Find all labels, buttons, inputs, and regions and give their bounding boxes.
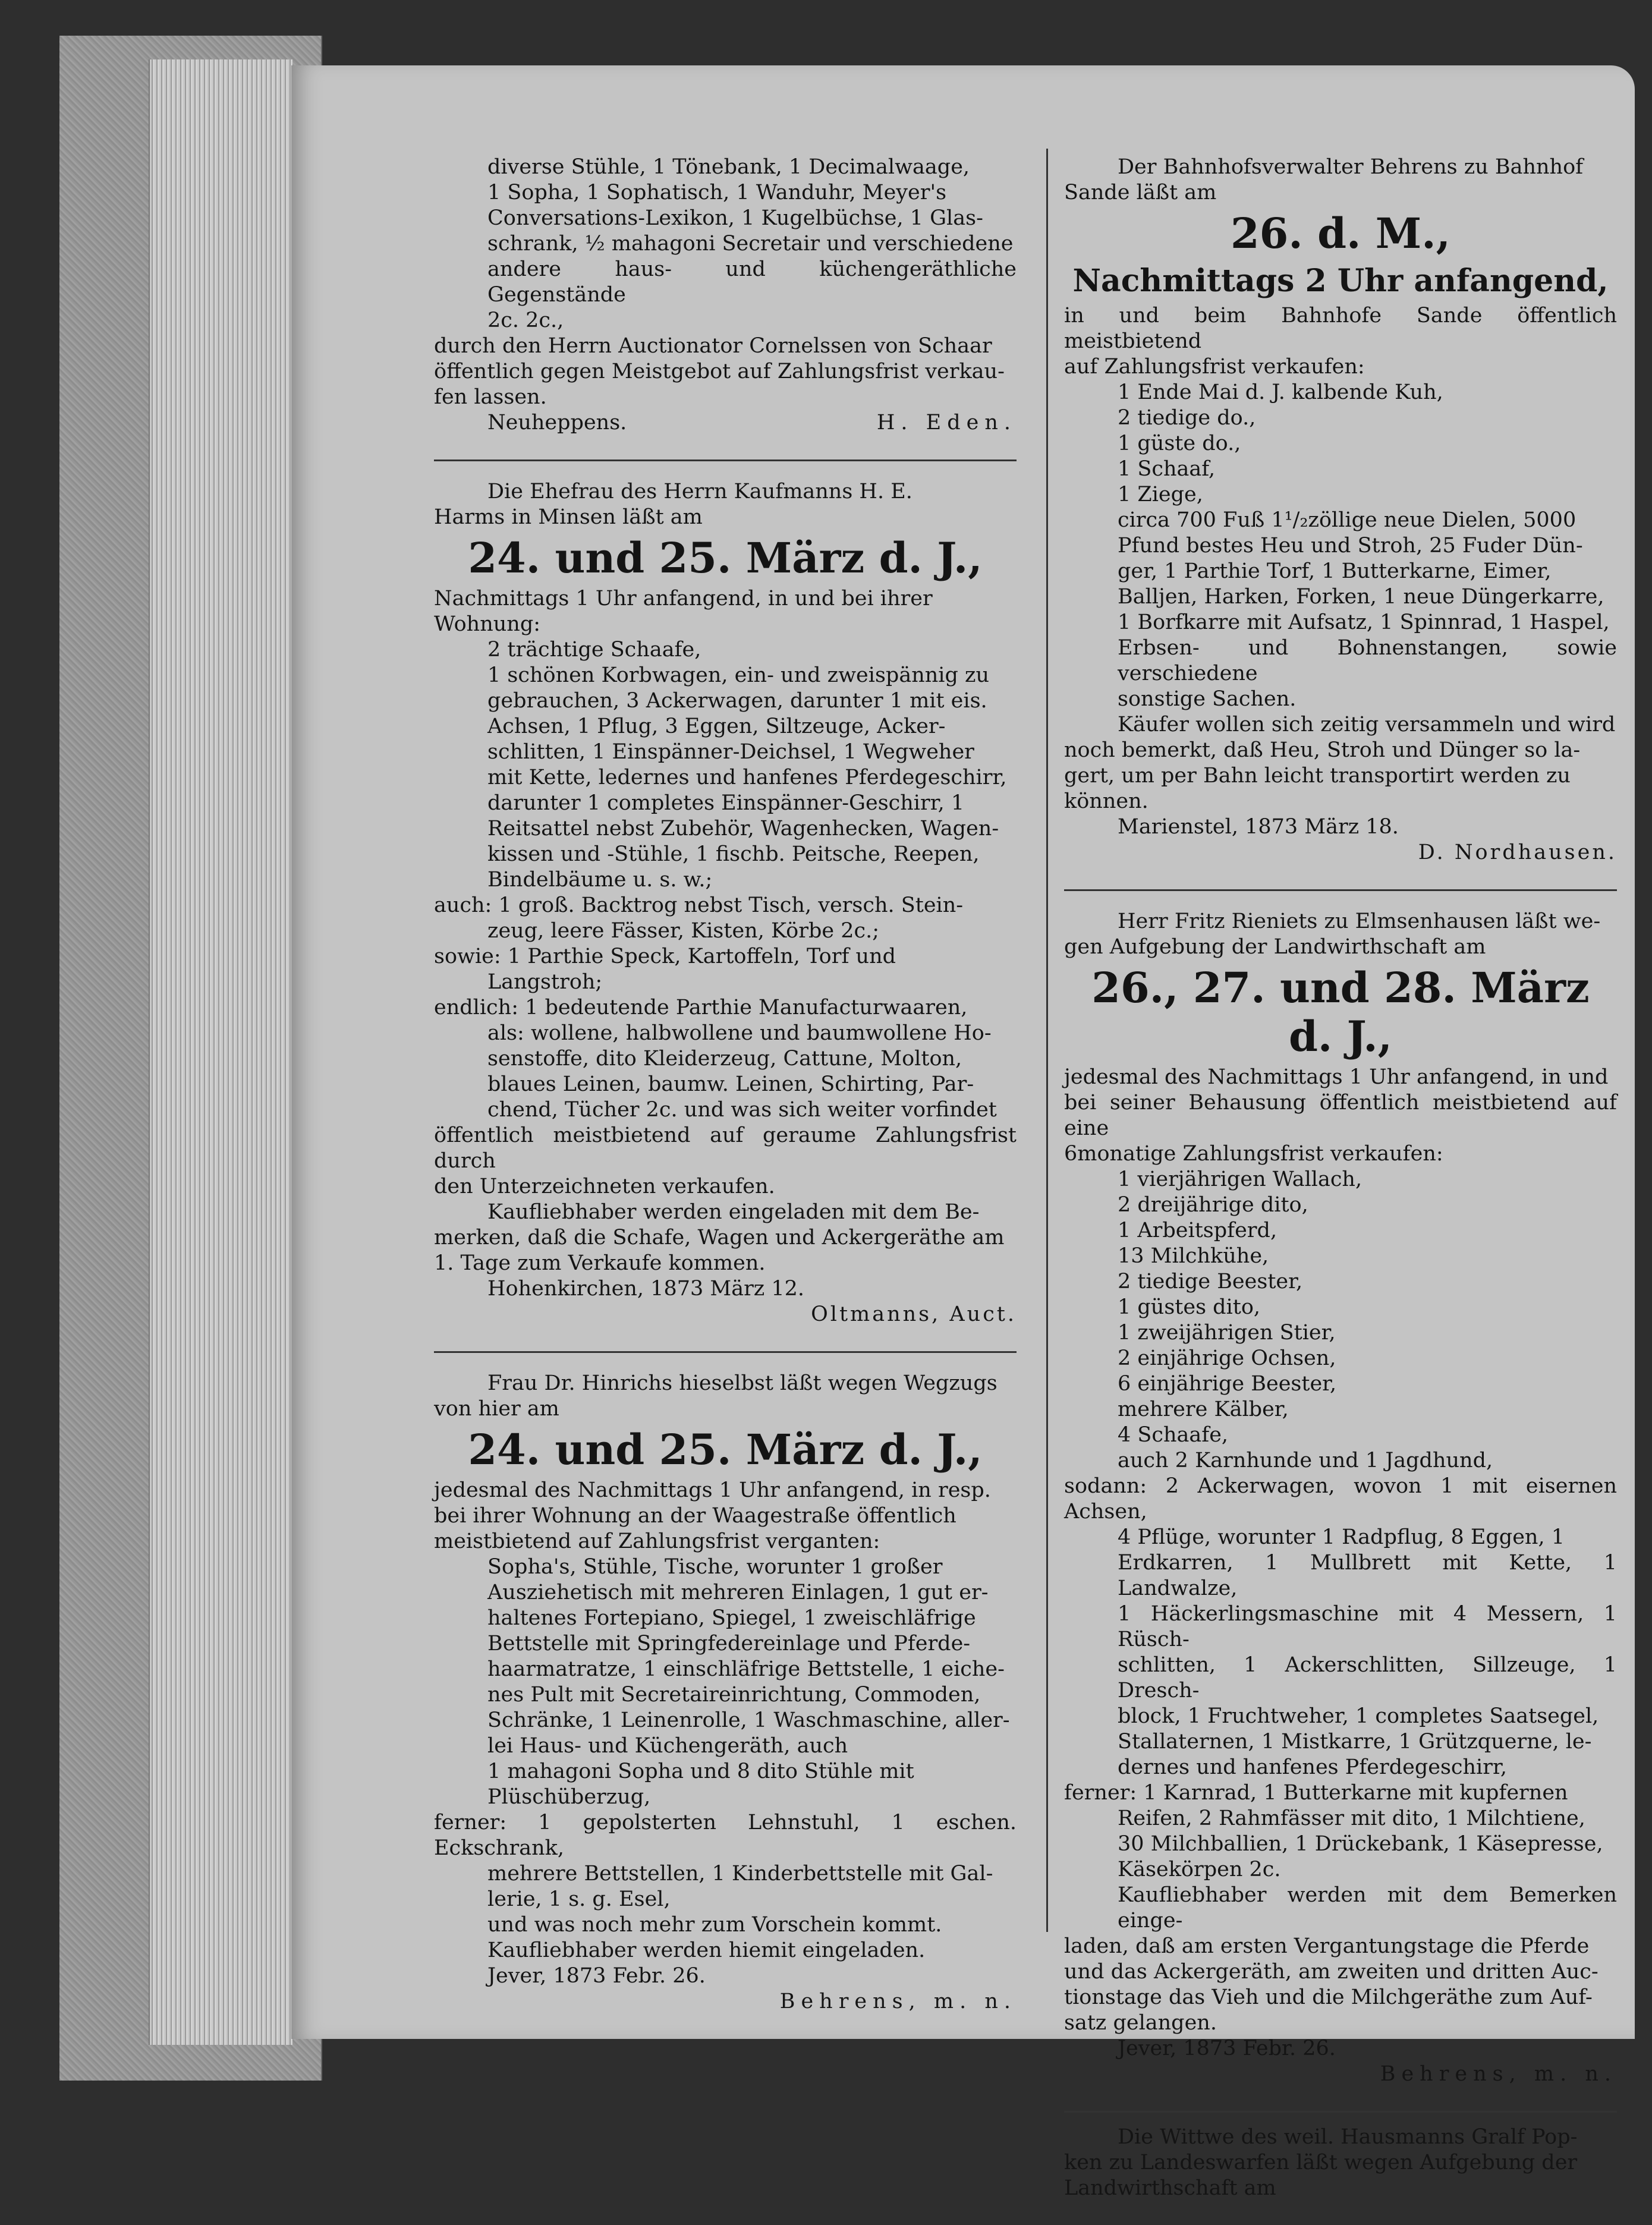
item-line: 1 mahagoni Sopha und 8 dito Stühle mit xyxy=(487,1760,914,1783)
text-line: bei seiner Behausung öffentlich meistbietend auf eine xyxy=(1064,1091,1617,1140)
item-line: kissen und -Stühle, 1 fischb. Peitsche, Reepen, xyxy=(487,842,980,866)
text-line: und das Ackergeräth, am zweiten und dritten Auc- xyxy=(1064,1960,1598,1984)
place-date: Jever, 1873 Febr. 26. xyxy=(487,1964,706,1988)
text-line: Nachmittags 1 Uhr anfangend, in und bei ihrer xyxy=(434,587,933,610)
item-line: ger, 1 Parthie Torf, 1 Butterkarne, Eimer, xyxy=(1118,559,1552,583)
text-line: Reifen, 2 Rahmfässer mit dito, 1 Milchtiene, xyxy=(1118,1807,1585,1830)
item-line: Bettstelle mit Springfedereinlage und Pferde- xyxy=(487,1632,971,1656)
text-line: laden, daß am ersten Vergantungstage die Pferde xyxy=(1064,1934,1590,1958)
text-line: ferner: 1 Karnrad, 1 Butterkarne mit kupfernen xyxy=(1064,1781,1568,1805)
signature: Behrens, m. n. xyxy=(779,1990,1017,2013)
text-line: von hier am xyxy=(434,1397,559,1421)
text-line: den Unterzeichneten verkaufen. xyxy=(434,1175,775,1198)
text-line: Die Ehefrau des Herrn Kaufmanns H. E. xyxy=(487,480,912,503)
text-line: Frau Dr. Hinrichs hieselbst läßt wegen Wegzugs xyxy=(487,1371,998,1395)
text-line: Stallaternen, 1 Mistkarre, 1 Grützquerne, le- xyxy=(1118,1730,1592,1754)
text-line: Landwirthschaft am xyxy=(1064,2176,1276,2200)
text-line: noch bemerkt, daß Heu, Stroh und Dünger so la- xyxy=(1064,738,1581,762)
newspaper-page xyxy=(291,65,1635,2200)
text-line: dernes und hanfenes Pferdegeschirr, xyxy=(1118,1755,1507,1779)
item-line: schlitten, 1 Einspänner-Deichsel, 1 Wegweher xyxy=(487,740,974,764)
item-line: haltenes Fortepiano, Spiegel, 1 zweischläfrige xyxy=(487,1606,976,1630)
item-line: Pfund bestes Heu und Stroh, 25 Fuder Dün- xyxy=(1118,534,1583,558)
text-line: 1 Sopha, 1 Sophatisch, 1 Wanduhr, Meyer's xyxy=(487,181,947,204)
text-line: bei ihrer Wohnung an der Waagestraße öffentlich xyxy=(434,1504,956,1528)
auction-date-heading: 24. und 25. März d. J., xyxy=(468,533,983,583)
text-line: fen lassen. xyxy=(434,385,547,409)
text-line: Herr Fritz Rieniets zu Elmsenhausen läßt we- xyxy=(1118,909,1601,933)
text-line: Die Wittwe des weil. Hausmanns Gralf Pop- xyxy=(1118,2125,1578,2149)
text-line: chend, Tücher 2c. und was sich weiter vorfindet xyxy=(487,1098,997,1122)
text-line: öffentlich meistbietend auf geraume Zahlungsfrist durch xyxy=(434,1123,1017,1173)
text-line: senstoffe, dito Kleiderzeug, Cattune, Molton, xyxy=(487,1047,962,1071)
text-line: jedesmal des Nachmittags 1 Uhr anfangend, in resp. xyxy=(434,1478,991,1502)
text-line: meistbietend auf Zahlungsfrist verganten: xyxy=(434,1530,880,1553)
item-line: 1 Borfkarre mit Aufsatz, 1 Spinnrad, 1 Haspel, xyxy=(1118,610,1610,634)
text-line: jedesmal des Nachmittags 1 Uhr anfangend, in und xyxy=(1064,1065,1609,1089)
left-column xyxy=(434,155,1017,2038)
text-line: Sande läßt am xyxy=(1064,181,1217,204)
text-line: 4 Pflüge, worunter 1 Radpflug, 8 Eggen, 1 xyxy=(1118,1525,1565,1549)
item-line: 13 Milchkühe, xyxy=(1118,1244,1269,1268)
item-line: 1 güstes dito, xyxy=(1118,1295,1261,1319)
item-line: mehrere Kälber, xyxy=(1118,1398,1289,1421)
item-line: mit Kette, ledernes und hanfenes Pferdegeschirr, xyxy=(487,766,1007,789)
text-line: andere haus- und küchengeräthliche Gegenstände xyxy=(487,257,1017,307)
item-line: 2 trächtige Schaafe, xyxy=(487,638,701,662)
item-line: auch 2 Karnhunde und 1 Jagdhund, xyxy=(1118,1449,1493,1472)
text-line: schrank, ½ mahagoni Secretair und verschiedene xyxy=(487,232,1014,256)
text-line: endlich: 1 bedeutende Parthie Manufacturwaaren, xyxy=(434,996,968,1019)
text-line: schlitten, 1 Ackerschlitten, Sillzeuge, 1 Dresch- xyxy=(1118,1653,1617,1702)
item-line: Erbsen- und Bohnenstangen, sowie verschiedene xyxy=(1118,636,1617,685)
text-line: diverse Stühle, 1 Tönebank, 1 Decimalwaage, xyxy=(487,155,970,179)
auction-date-heading: 24. und 25. März d. J., xyxy=(468,1425,983,1474)
item-line: 1 Arbeitspferd, xyxy=(1118,1219,1277,1242)
item-line: Schränke, 1 Leinenrolle, 1 Waschmaschine, aller- xyxy=(487,1708,1010,1732)
text-line: Harms in Minsen läßt am xyxy=(434,505,703,529)
item-line: Sopha's, Stühle, Tische, worunter 1 großer xyxy=(487,1555,943,1579)
item-line: Reitsattel nebst Zubehör, Wagenhecken, Wagen- xyxy=(487,817,999,841)
item-line: sonstige Sachen. xyxy=(1118,687,1297,711)
item-line: Bindelbäume u. s. w.; xyxy=(487,868,713,892)
text-line: können. xyxy=(1064,789,1148,813)
item-line: circa 700 Fuß 1¹/₂zöllige neue Dielen, 5000 xyxy=(1118,508,1577,532)
signature: H. Eden. xyxy=(876,411,1017,435)
notice-separator xyxy=(1064,2111,1617,2113)
item-line: 1 Ende Mai d. J. kalbende Kuh, xyxy=(1118,380,1443,404)
item-line: 2 tiedige Beester, xyxy=(1118,1270,1303,1294)
item-line: Balljen, Harken, Forken, 1 neue Düngerkarre, xyxy=(1118,585,1604,609)
text-line: Wohnung: xyxy=(434,612,541,636)
item-line: 4 Schaafe, xyxy=(1118,1423,1229,1447)
text-line: als: wollene, halbwollene und baumwollene Ho- xyxy=(487,1021,992,1045)
item-line: lei Haus- und Küchengeräth, auch xyxy=(487,1734,848,1758)
item-line: gebrauchen, 3 Ackerwagen, darunter 1 mit eis. xyxy=(487,689,987,713)
place-signature-row xyxy=(434,410,1017,436)
item-line: 2 einjährige Ochsen, xyxy=(1118,1346,1336,1370)
auction-date-heading: 26., 27. und 28. März d. J., xyxy=(1091,963,1590,1061)
auction-notice-harms xyxy=(434,479,1017,1327)
book-page-edges xyxy=(149,59,292,2045)
auction-notice-rieniets xyxy=(1064,909,1617,2087)
text-line: Kaufliebhaber werden eingeladen mit dem Be- xyxy=(487,1200,980,1224)
auction-notice-popken xyxy=(1064,2125,1617,2201)
place-date: Marienstel, 1873 März 18. xyxy=(1118,815,1399,839)
text-line: Langstroh; xyxy=(487,970,603,994)
text-line: ferner: 1 gepolsterten Lehnstuhl, 1 eschen. Eckschrank, xyxy=(434,1811,1017,1860)
text-line: auf Zahlungsfrist verkaufen: xyxy=(1064,355,1365,379)
text-line: lerie, 1 s. g. Esel, xyxy=(487,1887,671,1911)
item-line: 2 dreijährige dito, xyxy=(1118,1193,1308,1217)
item-line: 2 tiedige do., xyxy=(1118,406,1256,430)
item-line: nes Pult mit Secretaireinrichtung, Commoden, xyxy=(487,1683,981,1707)
item-line: Achsen, 1 Pflug, 3 Eggen, Siltzeuge, Acker- xyxy=(487,715,946,738)
text-line: Kaufliebhaber werden mit dem Bemerken einge- xyxy=(1118,1883,1617,1933)
place-date: Neuheppens. xyxy=(487,411,627,435)
notice-separator xyxy=(434,1351,1017,1353)
text-line: 1. Tage zum Verkaufe kommen. xyxy=(434,1251,766,1275)
text-line: durch den Herrn Auctionator Cornelssen von Schaar xyxy=(434,334,992,358)
text-line: mehrere Bettstellen, 1 Kinderbettstelle mit Gal- xyxy=(487,1862,993,1886)
text-line: merken, daß die Schafe, Wagen und Ackergeräthe am xyxy=(434,1226,1005,1250)
item-line: 1 schönen Korbwagen, ein- und zweispännig zu xyxy=(487,663,989,687)
signature: Behrens, m. n. xyxy=(1380,2062,1617,2086)
text-line: zeug, leere Fässer, Kisten, Körbe 2c.; xyxy=(487,919,880,943)
text-line: 30 Milchballien, 1 Drückebank, 1 Käsepresse, xyxy=(1118,1832,1603,1856)
auction-date-heading: 26. d. M., xyxy=(1230,209,1451,258)
text-line: Der Bahnhofsverwalter Behrens zu Bahnhof xyxy=(1118,155,1584,179)
text-line: öffentlich gegen Meistgebot auf Zahlungsfrist verkau- xyxy=(434,360,1005,383)
auction-notice-neuheppens xyxy=(434,155,1017,436)
place-date: Jever, 1873 Febr. 26. xyxy=(1118,2037,1336,2060)
column-divider xyxy=(1046,149,1048,1932)
item-line: haarmatratze, 1 einschläfrige Bettstelle, 1 eiche- xyxy=(487,1657,1005,1681)
text-line: und was noch mehr zum Vorschein kommt. xyxy=(487,1913,942,1937)
text-line: auch: 1 groß. Backtrog nebst Tisch, versch. Stein- xyxy=(434,893,964,917)
place-date: Hohenkirchen, 1873 März 12. xyxy=(487,1277,805,1301)
text-line: Kaufliebhaber werden hiemit eingeladen. xyxy=(487,1938,926,1962)
auction-time-heading: Nachmittags 2 Uhr anfangend, xyxy=(1072,263,1609,299)
auction-notice-hinrichs xyxy=(434,1371,1017,2015)
right-column xyxy=(1064,155,1617,2225)
item-line: darunter 1 completes Einspänner-Geschirr, 1 xyxy=(487,791,965,815)
item-line: Ausziehetisch mit mehreren Einlagen, 1 gut er- xyxy=(487,1581,989,1604)
text-line: gert, um per Bahn leicht transportirt werden zu xyxy=(1064,764,1571,788)
text-line: Käsekörpen 2c. xyxy=(1118,1858,1281,1881)
item-line: 1 Schaaf, xyxy=(1118,457,1216,481)
auction-notice-bahnhof-sande xyxy=(1064,155,1617,866)
text-line: sodann: 2 Ackerwagen, wovon 1 mit eisernen Achsen, xyxy=(1064,1474,1617,1524)
text-line: 2c. 2c., xyxy=(487,309,564,332)
notice-separator xyxy=(1064,889,1617,891)
item-line: 6 einjährige Beester, xyxy=(1118,1372,1337,1396)
text-line: gen Aufgebung der Landwirthschaft am xyxy=(1064,935,1486,959)
notice-separator xyxy=(434,460,1017,461)
item-line: 1 Ziege, xyxy=(1118,483,1203,506)
signature: Oltmanns, Auct. xyxy=(811,1302,1017,1326)
text-line: in und beim Bahnhofe Sande öffentlich meistbietend xyxy=(1064,304,1617,353)
text-line: sowie: 1 Parthie Speck, Kartoffeln, Torf und xyxy=(434,945,896,968)
item-line: 1 güste do., xyxy=(1118,432,1241,455)
signature: D. Nordhausen. xyxy=(1418,841,1617,864)
text-line: Erdkarren, 1 Mullbrett mit Kette, 1 Landwalze, xyxy=(1118,1551,1617,1600)
text-line: 6monatige Zahlungsfrist verkaufen: xyxy=(1064,1142,1443,1166)
item-line: 1 zweijährigen Stier, xyxy=(1118,1321,1336,1345)
text-line: tionstage das Vieh und die Milchgeräthe zum Auf- xyxy=(1064,1985,1593,2009)
text-line: 1 Häckerlingsmaschine mit 4 Messern, 1 Rüsch- xyxy=(1118,1602,1617,1651)
text-line: Conversations-Lexikon, 1 Kugelbüchse, 1 Glas- xyxy=(487,206,983,230)
text-line: blaues Leinen, baumw. Leinen, Schirting, Par- xyxy=(487,1072,974,1096)
item-line: Plüschüberzug, xyxy=(487,1785,651,1809)
item-line: 1 vierjährigen Wallach, xyxy=(1118,1167,1362,1191)
text-line: satz gelangen. xyxy=(1064,2011,1217,2035)
text-line: block, 1 Fruchtweher, 1 completes Saatsegel, xyxy=(1118,1704,1599,1728)
text-line: ken zu Landeswarfen läßt wegen Aufgebung der xyxy=(1064,2151,1578,2174)
text-line: Käufer wollen sich zeitig versammeln und wird xyxy=(1118,713,1616,737)
